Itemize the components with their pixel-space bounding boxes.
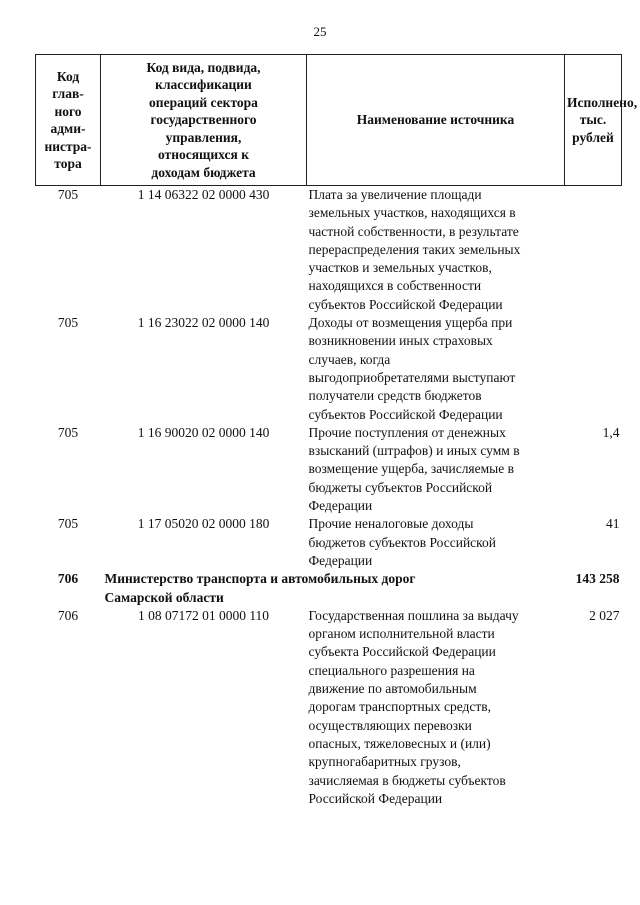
amount-cell: 41	[606, 516, 620, 532]
header-amount: Исполнено, тыс. рублей	[565, 55, 622, 186]
header-classification-code: Код вида, подвида, классификации операций сектора государственного управления, относящихся к доходам бюджета	[101, 55, 307, 186]
classification-code-cell: 1 14 06322 02 0000 430	[137, 187, 270, 202]
amount-cell: 2 027	[589, 607, 620, 623]
ministry-admin-code: 706	[57, 571, 79, 587]
classification-code-cell: 1 08 07172 01 0000 110	[137, 607, 270, 623]
table-row	[36, 314, 622, 424]
source-name-cell: Прочие поступления от денежных взысканий (штрафов) и иных сумм в возмещение ущерба, зачисляемые в бюджеты субъектов Российской Федерации	[308, 424, 520, 514]
amount-cell: 1,4	[602, 424, 620, 440]
table-row	[36, 607, 622, 808]
table-row	[36, 186, 622, 315]
table-header-row	[36, 55, 622, 186]
header-source-name: Наименование источника	[307, 55, 565, 186]
admin-code-cell: 705	[57, 516, 79, 532]
amount-cell	[565, 186, 622, 315]
table-row	[36, 515, 622, 570]
amount-cell	[565, 314, 622, 424]
ministry-name: Министерство транспорта и автомобильных дорог Самарской области	[104, 571, 416, 605]
classification-code-cell: 1 16 23022 02 0000 140	[137, 315, 270, 331]
source-name-cell: Прочие неналоговые доходы бюджетов субъектов Российской Федерации	[308, 516, 497, 568]
classification-code-cell: 1 16 90020 02 0000 140	[137, 424, 270, 440]
source-name-cell: Государственная пошлина за выдачу органом исполнительной власти субъекта Российской Федерации специального разрешения на движение по автомобильным дорогам транспортных средств, осуществляющих перевозки опасных, тяжеловесных и (или) крупногабаритных грузов, зачисляемая в бюджеты субъектов Российской Федерации	[308, 607, 519, 806]
table-row	[36, 424, 622, 515]
ministry-amount: 143 258	[575, 571, 620, 587]
admin-code-cell: 705	[57, 187, 79, 202]
ministry-row	[36, 570, 622, 607]
source-name-cell: Доходы от возмещения ущерба при возникновении иных страховых случаев, когда выгодоприобретателями выступают получатели средств бюджетов субъектов Российской Федерации	[308, 315, 516, 422]
classification-code-cell: 1 17 05020 02 0000 180	[137, 516, 270, 532]
source-name-cell: Плата за увеличение площади земельных участков, находящихся в частной собственности, в результате перераспределения таких земельных участков и земельных участков, находящихся в собственности субъектов Российской Федерации	[308, 187, 521, 312]
page-number: 25	[313, 24, 327, 39]
admin-code-cell: 705	[57, 424, 79, 440]
revenue-table	[35, 54, 638, 808]
admin-code-cell: 706	[57, 607, 79, 623]
header-admin-code: Код глав- ного адми- нистра- тора	[36, 55, 101, 186]
admin-code-cell: 705	[57, 315, 79, 331]
